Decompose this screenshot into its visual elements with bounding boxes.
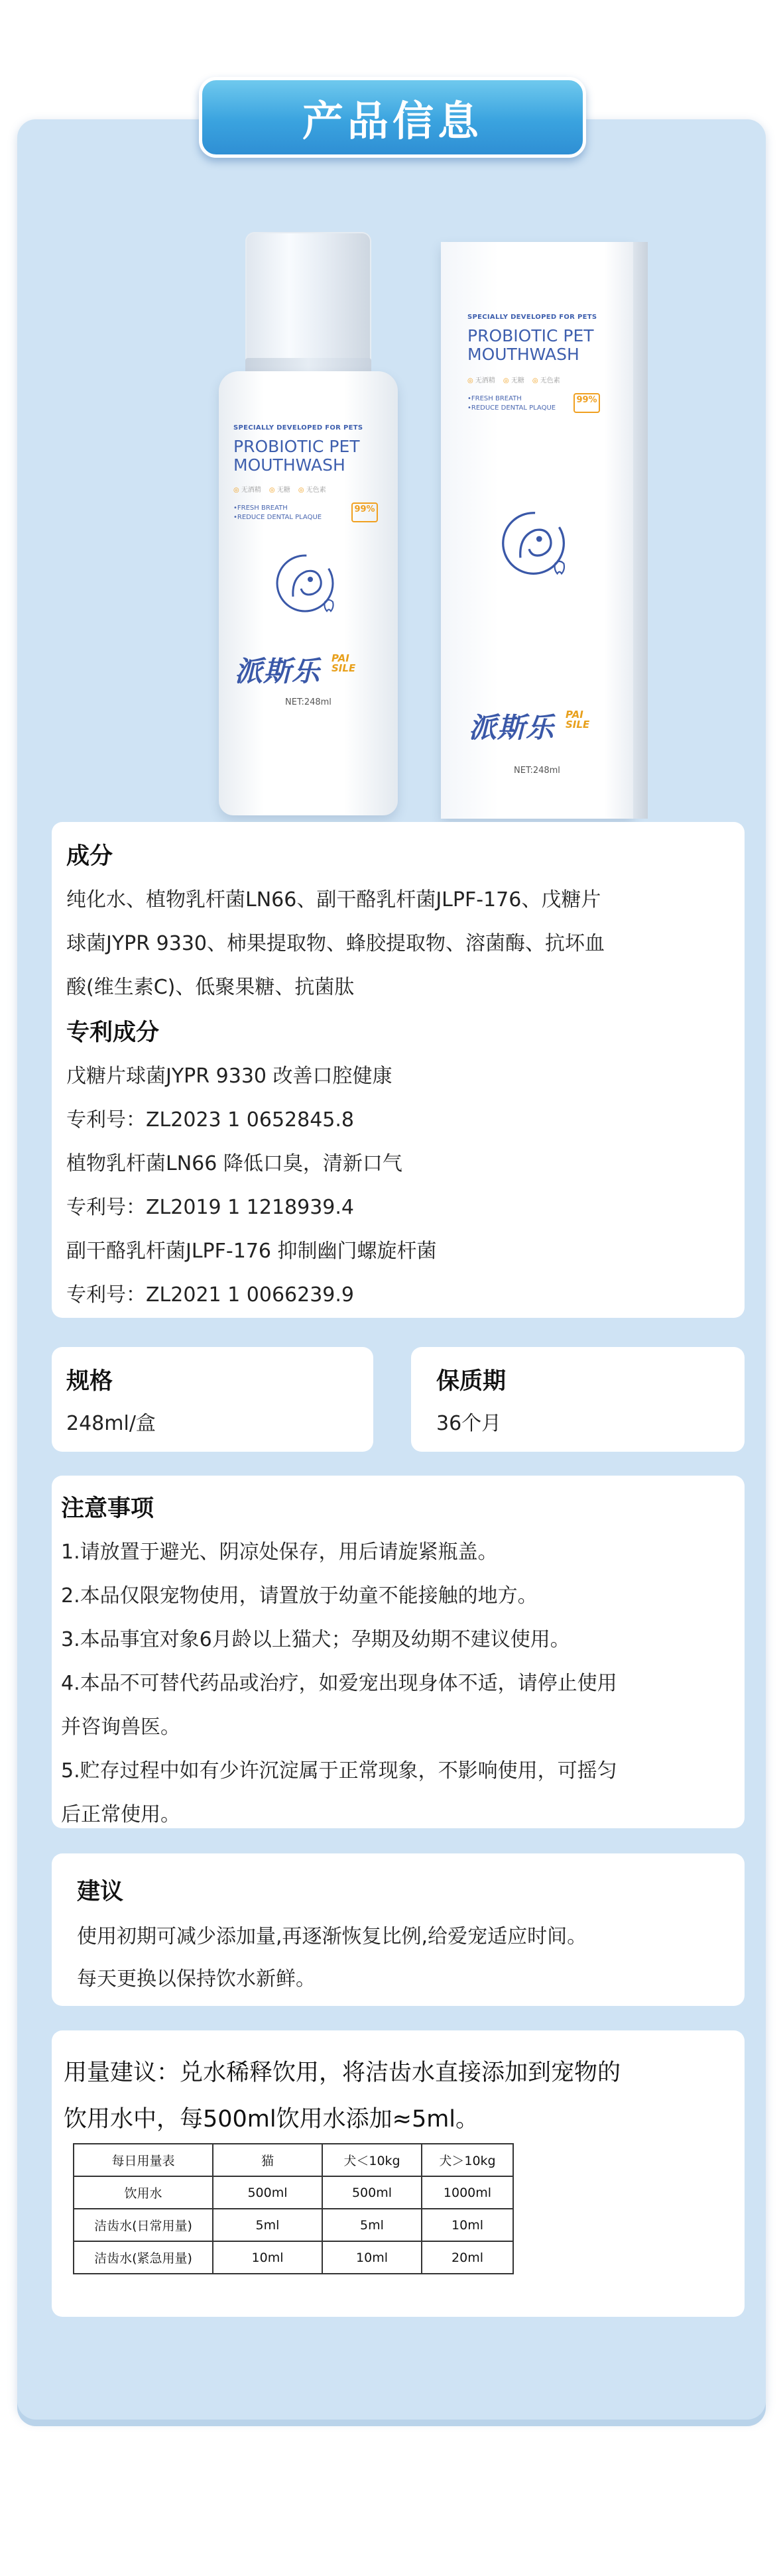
bottle-tag: ◎ 无糖	[269, 487, 290, 494]
table-header-cell: 犬＞10kg	[422, 2144, 513, 2176]
patent-heading: 专利成分	[66, 1020, 160, 1046]
shelf-life-heading: 保质期	[436, 1368, 507, 1395]
notes-line: 并咨询兽医。	[61, 1716, 180, 1739]
table-header-cell: 每日用量表	[74, 2144, 213, 2176]
product-bottle-image	[219, 232, 398, 815]
box-tags	[467, 375, 560, 384]
notes-line: 3.本品事宜对象6月龄以上猫犬；孕期及幼期不建议使用。	[61, 1628, 570, 1651]
ingredients-line: 球菌JYPR 9330、柿果提取物、蜂胶提取物、溶菌酶、抗坏血	[66, 932, 605, 955]
notes-line: 1.请放置于避光、阴凉处保存，用后请旋紧瓶盖。	[61, 1541, 498, 1564]
ingredients-line: 酸(维生素C)、低聚果糖、抗菌肽	[66, 976, 355, 999]
bottle-name-line2: MOUTHWASH	[233, 455, 345, 475]
box-name-line2: MOUTHWASH	[467, 345, 579, 364]
shelf-life-value: 36个月	[436, 1412, 502, 1435]
advice-heading: 建议	[77, 1879, 124, 1905]
table-cell: 500ml	[322, 2176, 422, 2209]
ingredients-card	[52, 822, 745, 1318]
box-tag: ◎ 无色素	[532, 377, 560, 384]
patent-line: 副干酪乳杆菌JLPF-176 抑制幽门螺旋杆菌	[66, 1240, 437, 1263]
page-title: 产品信息	[302, 96, 483, 145]
bottle-tag: ◎ 无酒精	[233, 487, 261, 494]
bottle-tagline: SPECIALLY DEVELOPED FOR PETS	[233, 424, 363, 432]
box-pct-badge: 99%	[573, 393, 600, 413]
table-cell: 洁齿水(紧急用量)	[74, 2241, 213, 2274]
daily-dosage-table	[73, 2143, 514, 2274]
bottle-brand-cn: 派斯乐	[235, 655, 321, 687]
bottle-net: NET:248ml	[285, 697, 331, 707]
advice-card	[52, 1853, 745, 2006]
ingredients-line: 纯化水、植物乳杆菌LN66、副干酪乳杆菌JLPF-176、戊糖片	[66, 888, 601, 911]
bottle-brand-en: PAI SILE	[331, 652, 356, 674]
patent-line: 专利号：ZL2019 1 1218939.4	[66, 1196, 355, 1219]
ingredients-heading: 成分	[66, 843, 113, 870]
table-cell: 10ml	[322, 2241, 422, 2274]
table-header-cell: 犬＜10kg	[322, 2144, 422, 2176]
notes-line: 5.贮存过程中如有少许沉淀属于正常现象，不影响使用，可摇匀	[61, 1759, 617, 1783]
product-box-image	[441, 242, 633, 819]
table-cell: 1000ml	[422, 2176, 513, 2209]
patent-line: 戊糖片球菌JYPR 9330 改善口腔健康	[66, 1065, 392, 1088]
bottle-pct-badge: 99%	[351, 502, 378, 522]
table-cell: 10ml	[213, 2241, 322, 2274]
box-tag: ◎ 无糖	[503, 377, 524, 384]
bottle-body	[219, 371, 398, 815]
table-row	[74, 2209, 513, 2241]
table-header-cell: 猫	[213, 2144, 322, 2176]
table-row	[74, 2176, 513, 2209]
title-badge	[199, 77, 586, 158]
box-tag: ◎ 无酒精	[467, 377, 495, 384]
bottle-name-line1: PROBIOTIC PET	[233, 437, 360, 456]
shelf-life-card	[411, 1347, 745, 1452]
usage-text-line2: 饮用水中，每500ml饮用水添加≈5ml。	[64, 2106, 479, 2133]
dog-tooth-logo-icon	[272, 550, 345, 623]
box-brand-cn: 派斯乐	[469, 711, 555, 744]
notes-line: 2.本品仅限宠物使用，请置放于幼童不能接触的地方。	[61, 1584, 538, 1608]
bottle-tags	[233, 484, 326, 494]
notes-card	[52, 1476, 745, 1828]
patent-line: 专利号：ZL2023 1 0652845.8	[66, 1108, 355, 1132]
box-net: NET:248ml	[514, 766, 560, 776]
table-cell: 饮用水	[74, 2176, 213, 2209]
bottle-tag: ◎ 无色素	[298, 487, 326, 494]
notes-heading: 注意事项	[61, 1495, 154, 1522]
advice-line: 使用初期可减少添加量,再逐渐恢复比例,给爱宠适应时间。	[77, 1925, 587, 1948]
table-cell: 5ml	[322, 2209, 422, 2241]
patent-line: 植物乳杆菌LN66 降低口臭，清新口气	[66, 1152, 402, 1175]
spec-heading: 规格	[66, 1368, 113, 1395]
box-side	[633, 242, 648, 819]
box-tagline: SPECIALLY DEVELOPED FOR PETS	[467, 314, 597, 321]
box-bullets: •FRESH BREATH •REDUCE DENTAL PLAQUE	[467, 395, 556, 412]
table-header-row	[74, 2144, 513, 2176]
dog-tooth-logo-icon	[497, 507, 577, 587]
advice-line: 每天更换以保持饮水新鲜。	[77, 1967, 316, 1991]
notes-line: 4.本品不可替代药品或治疗，如爱宠出现身体不适，请停止使用	[61, 1672, 617, 1695]
usage-text-line1: 用量建议：兑水稀释饮用，将洁齿水直接添加到宠物的	[64, 2060, 621, 2086]
bottle-cap	[245, 232, 371, 365]
table-cell: 5ml	[213, 2209, 322, 2241]
patent-line: 专利号：ZL2021 1 0066239.9	[66, 1283, 355, 1307]
notes-line: 后正常使用。	[61, 1803, 180, 1826]
box-brand-en: PAI SILE	[566, 709, 590, 731]
bottle-bullets: •FRESH BREATH •REDUCE DENTAL PLAQUE	[233, 504, 322, 521]
table-cell: 20ml	[422, 2241, 513, 2274]
box-name-line1: PROBIOTIC PET	[467, 326, 594, 345]
table-cell: 500ml	[213, 2176, 322, 2209]
spec-value: 248ml/盒	[66, 1412, 156, 1435]
table-cell: 10ml	[422, 2209, 513, 2241]
spec-card	[52, 1347, 373, 1452]
table-row	[74, 2241, 513, 2274]
table-cell: 洁齿水(日常用量)	[74, 2209, 213, 2241]
